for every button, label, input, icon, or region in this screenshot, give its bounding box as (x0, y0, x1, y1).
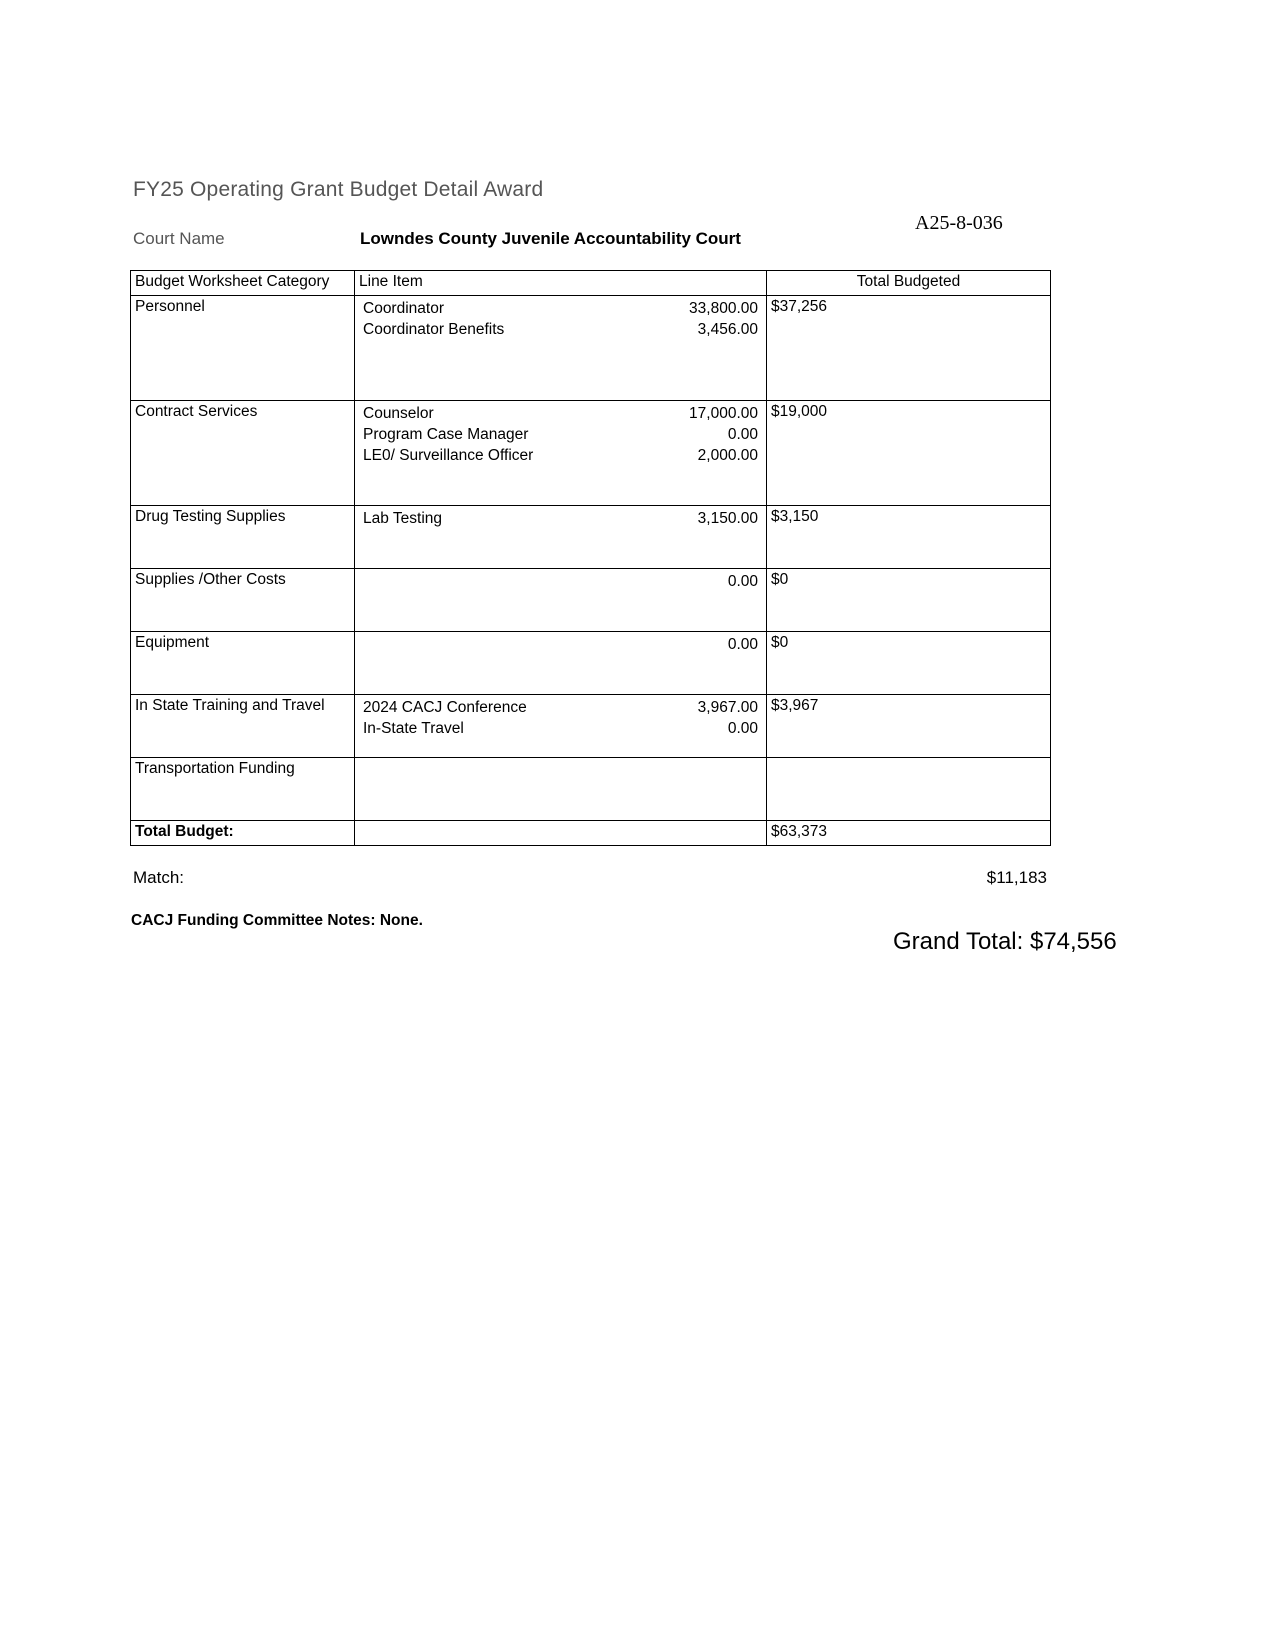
line-item-amount: 17,000.00 (689, 405, 758, 422)
court-name-label: Court Name (133, 229, 225, 248)
table-header-row (131, 271, 1051, 296)
line-item-amount: 0.00 (727, 720, 758, 737)
match-label: Match: (133, 868, 185, 887)
row-total: $3,150 (767, 506, 1051, 569)
header-line-item: Line Item (355, 271, 767, 296)
line-item-name: 2024 CACJ Conference (363, 699, 527, 716)
list-item (359, 697, 762, 718)
row-line-items (355, 506, 767, 569)
row-category: Drug Testing Supplies (131, 506, 355, 569)
header-category: Budget Worksheet Category (131, 271, 355, 296)
row-total: $3,967 (767, 695, 1051, 758)
row-total: $0 (767, 632, 1051, 695)
row-category: Contract Services (131, 401, 355, 506)
list-item (359, 424, 762, 445)
row-line-items (355, 695, 767, 758)
court-name-value: Lowndes County Juvenile Accountability Court (360, 229, 741, 248)
line-item-name: Lab Testing (363, 510, 442, 527)
list-item (359, 508, 762, 529)
row-total: $0 (767, 569, 1051, 632)
grand-total: Grand Total: $74,556 (893, 928, 1117, 955)
line-item-amount: 33,800.00 (689, 300, 758, 317)
header-total-budgeted: Total Budgeted (767, 271, 1051, 296)
line-item-name: In-State Travel (363, 720, 464, 737)
list-item (359, 634, 762, 655)
total-budget-label: Total Budget: (131, 821, 355, 846)
row-line-items (355, 632, 767, 695)
total-budget-line (355, 821, 767, 846)
table-row (131, 296, 1051, 401)
line-item-name: Coordinator (363, 300, 444, 317)
row-category: In State Training and Travel (131, 695, 355, 758)
table-row (131, 569, 1051, 632)
list-item (359, 298, 762, 319)
table-total-row (131, 821, 1051, 846)
line-item-amount: 3,967.00 (697, 699, 758, 716)
line-item-amount: 3,150.00 (697, 510, 758, 527)
line-item-amount: 0.00 (727, 636, 758, 653)
line-item-name: Program Case Manager (363, 426, 529, 443)
line-item-name: Coordinator Benefits (363, 321, 505, 338)
list-item (359, 445, 762, 466)
table-row (131, 695, 1051, 758)
list-item (359, 571, 762, 592)
row-total: $37,256 (767, 296, 1051, 401)
table-row (131, 506, 1051, 569)
row-line-items (355, 401, 767, 506)
row-category: Personnel (131, 296, 355, 401)
row-line-items (355, 758, 767, 821)
total-budget-value: $63,373 (767, 821, 1051, 846)
list-item (359, 718, 762, 739)
line-item-amount: 2,000.00 (697, 447, 758, 464)
list-item (359, 403, 762, 424)
row-total (767, 758, 1051, 821)
page-title: FY25 Operating Grant Budget Detail Award (133, 178, 544, 201)
line-item-amount: 0.00 (727, 426, 758, 443)
budget-table (130, 270, 1051, 846)
line-item-name: Counselor (363, 405, 434, 422)
table-row (131, 401, 1051, 506)
row-category: Equipment (131, 632, 355, 695)
row-category: Transportation Funding (131, 758, 355, 821)
match-value: $11,183 (986, 868, 1047, 887)
table-row (131, 632, 1051, 695)
funding-committee-notes: CACJ Funding Committee Notes: None. (131, 912, 423, 929)
award-number: A25-8-036 (915, 212, 1003, 234)
list-item (359, 319, 762, 340)
line-item-amount: 0.00 (727, 573, 758, 590)
line-item-name: LE0/ Surveillance Officer (363, 447, 534, 464)
row-category: Supplies /Other Costs (131, 569, 355, 632)
table-row (131, 758, 1051, 821)
row-total: $19,000 (767, 401, 1051, 506)
row-line-items (355, 569, 767, 632)
line-item-amount: 3,456.00 (697, 321, 758, 338)
row-line-items (355, 296, 767, 401)
